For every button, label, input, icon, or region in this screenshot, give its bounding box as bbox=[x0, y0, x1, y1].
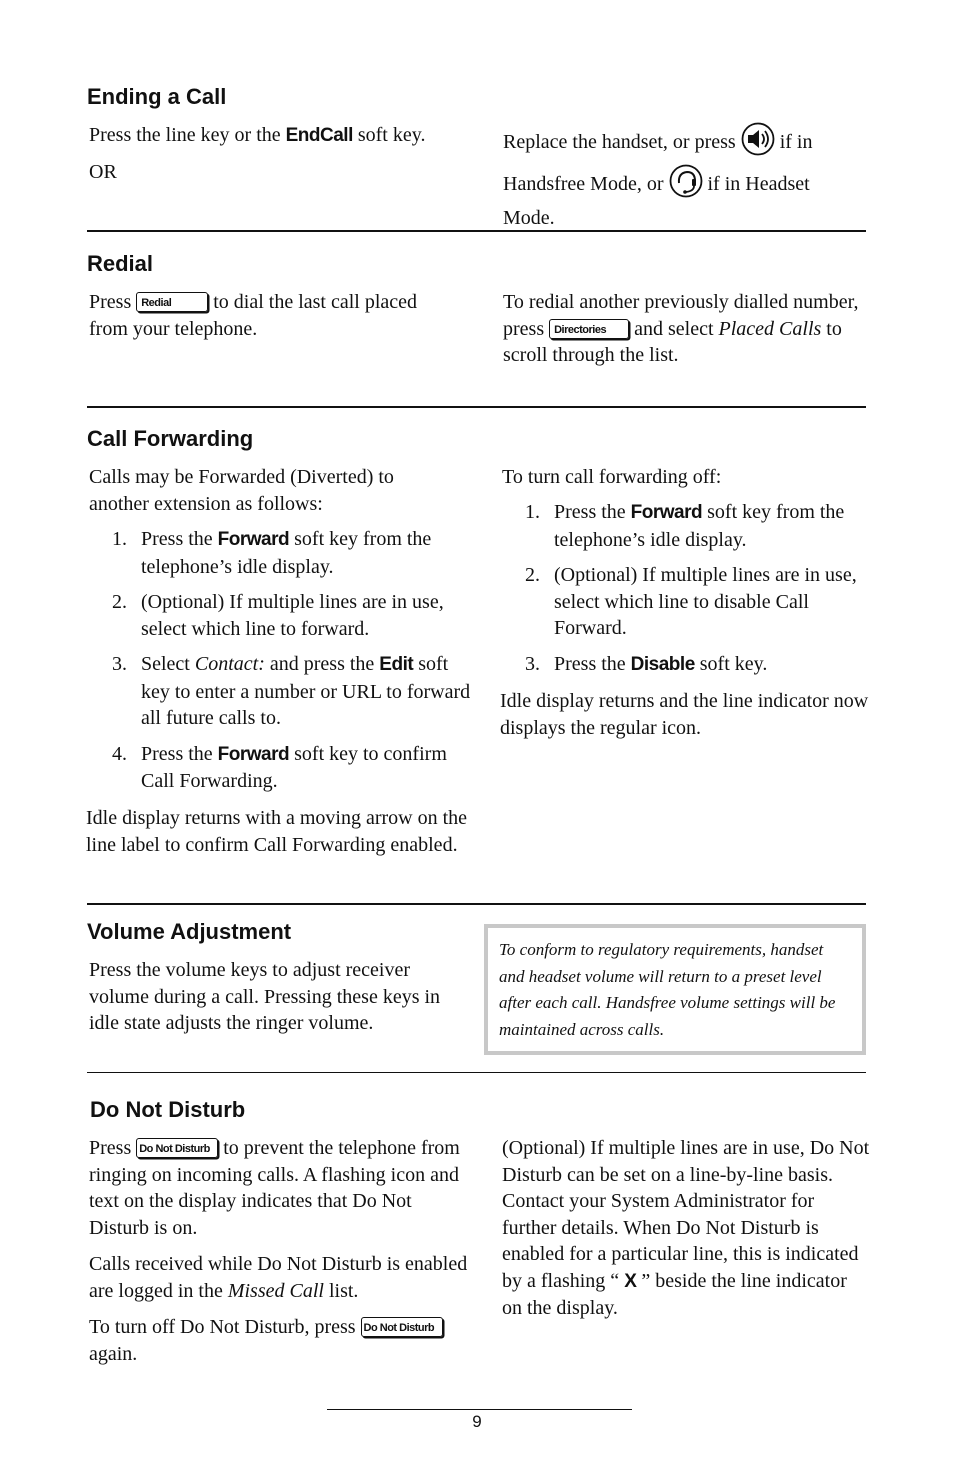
list-item bbox=[89, 526, 479, 580]
text: Press the line key or the bbox=[89, 124, 286, 146]
text: and select bbox=[629, 317, 719, 340]
text: soft key from the telephone’s idle display. bbox=[554, 501, 845, 551]
ending-left-text bbox=[89, 122, 474, 150]
list-item bbox=[502, 562, 872, 642]
forward-softkey: Forward bbox=[630, 502, 703, 523]
do-not-disturb-key: Do Not Disturb bbox=[361, 1317, 443, 1337]
text: to prevent the telephone from ringing on incoming calls. A flashing icon and text on the display indicates that Do Not Disturb is on. bbox=[89, 1137, 460, 1239]
forward-softkey: Forward bbox=[217, 529, 290, 550]
step-number: 1. bbox=[112, 528, 127, 550]
text: to dial the last call placed from your telephone. bbox=[89, 291, 418, 340]
step-number: 4. bbox=[112, 742, 127, 765]
text: Press bbox=[89, 291, 137, 313]
section-divider bbox=[87, 406, 866, 408]
list-item bbox=[502, 651, 872, 679]
text: (Optional) If multiple lines are in use, Do Not Disturb can be set on a line-by-line basis. Contact your System Administrator for further details. When Do Not Disturb is enabled for a particular line, this is indicated by a flashing “ bbox=[502, 1137, 870, 1292]
text: Press the bbox=[554, 501, 631, 523]
text: (Optional) If multiple lines are in use, select which line to forward. bbox=[141, 591, 444, 640]
edit-softkey: Edit bbox=[379, 654, 414, 675]
text: Select bbox=[141, 653, 195, 675]
text: Missed Call bbox=[227, 1279, 324, 1302]
text: soft key to confirm Call Forwarding. bbox=[141, 742, 447, 792]
section-divider bbox=[87, 903, 866, 905]
text: soft key from the telephone’s idle display. bbox=[141, 528, 432, 578]
dnd-flashing-x-indicator: X bbox=[624, 1270, 637, 1292]
disable-softkey: Disable bbox=[630, 653, 695, 675]
text: soft key. bbox=[694, 652, 768, 675]
text: ” beside the line indicator on the display. bbox=[502, 1269, 847, 1319]
text: Calls received while Do Not Disturb is enabled are logged in the bbox=[89, 1253, 468, 1302]
text: and press the bbox=[264, 653, 380, 675]
dnd-left-p2 bbox=[89, 1251, 474, 1304]
section-divider bbox=[87, 1072, 866, 1073]
ending-right-text bbox=[503, 122, 853, 232]
forwarding-off-steps bbox=[502, 499, 872, 687]
step-number: 2. bbox=[525, 564, 540, 586]
step-number: 2. bbox=[112, 591, 127, 613]
page-number: 9 bbox=[472, 1412, 482, 1431]
text: (Optional) If multiple lines are in use, select which line to disable Call Forward. bbox=[554, 564, 857, 639]
dnd-left-p3 bbox=[89, 1314, 479, 1367]
heading-ending-a-call: Ending a Call bbox=[87, 84, 227, 109]
dnd-left-p1 bbox=[89, 1135, 474, 1241]
text: Press the bbox=[141, 528, 218, 550]
list-item bbox=[89, 651, 479, 732]
forwarding-right-intro: To turn call forwarding off: bbox=[502, 466, 722, 488]
dnd-right-text bbox=[502, 1135, 870, 1322]
text: Placed Calls bbox=[718, 317, 822, 340]
endcall-softkey: EndCall bbox=[285, 125, 353, 146]
text: To turn off Do Not Disturb, press bbox=[89, 1316, 361, 1338]
forwarding-right-outro: Idle display returns and the line indicator now displays the regular icon. bbox=[500, 690, 869, 739]
ending-or: OR bbox=[89, 161, 117, 183]
text: list. bbox=[323, 1279, 359, 1302]
heading-redial: Redial bbox=[87, 251, 154, 276]
list-item bbox=[89, 741, 479, 795]
text: Contact: bbox=[194, 653, 265, 675]
section-divider bbox=[87, 230, 866, 232]
text: To redial another previously dialled number, press bbox=[503, 291, 859, 340]
text: again. bbox=[89, 1342, 138, 1365]
list-item bbox=[502, 499, 872, 553]
text: if in Headset Mode. bbox=[503, 172, 810, 229]
text: Press the bbox=[554, 652, 631, 675]
directories-key: Directories bbox=[549, 319, 629, 339]
forwarding-intro: Calls may be Forwarded (Diverted) to another extension as follows: bbox=[89, 466, 394, 515]
text: to scroll through the list. bbox=[503, 317, 842, 366]
list-item bbox=[89, 589, 479, 642]
heading-do-not-disturb: Do Not Disturb bbox=[90, 1097, 246, 1122]
text: Press the bbox=[141, 742, 218, 765]
step-number: 1. bbox=[525, 501, 540, 523]
forwarding-steps bbox=[89, 526, 479, 804]
redial-right-text bbox=[503, 289, 871, 369]
text: soft key. bbox=[352, 124, 426, 146]
volume-text: Press the volume keys to adjust receiver volume during a call. Pressing these keys in idle state adjusts the ringer volume. bbox=[89, 959, 441, 1034]
text: Replace the handset, or press bbox=[503, 131, 741, 153]
redial-key: Redial bbox=[136, 292, 208, 312]
do-not-disturb-key: Do Not Disturb bbox=[136, 1138, 218, 1158]
regulatory-note bbox=[484, 924, 866, 1055]
heading-call-forwarding: Call Forwarding bbox=[87, 426, 254, 451]
step-number: 3. bbox=[525, 652, 540, 675]
footer-rule bbox=[327, 1409, 632, 1410]
redial-left-text bbox=[89, 289, 459, 342]
forward-softkey: Forward bbox=[217, 743, 290, 765]
speaker-icon bbox=[741, 122, 775, 164]
text: if in Handsfree Mode, or bbox=[503, 131, 813, 195]
step-number: 3. bbox=[112, 653, 127, 675]
note-text: To conform to regulatory requirements, handset and headset volume will return to a preset level after each call. Handsfree volume settings will be maintained across calls. bbox=[499, 940, 836, 1039]
text: Press bbox=[89, 1137, 137, 1159]
text: soft key to enter a number or URL to forward all future calls to. bbox=[141, 653, 471, 729]
heading-volume-adjustment: Volume Adjustment bbox=[87, 919, 292, 944]
forwarding-left-outro: Idle display returns with a moving arrow on the line label to confirm Call Forwarding enabled. bbox=[86, 807, 468, 856]
headset-icon bbox=[669, 164, 703, 206]
